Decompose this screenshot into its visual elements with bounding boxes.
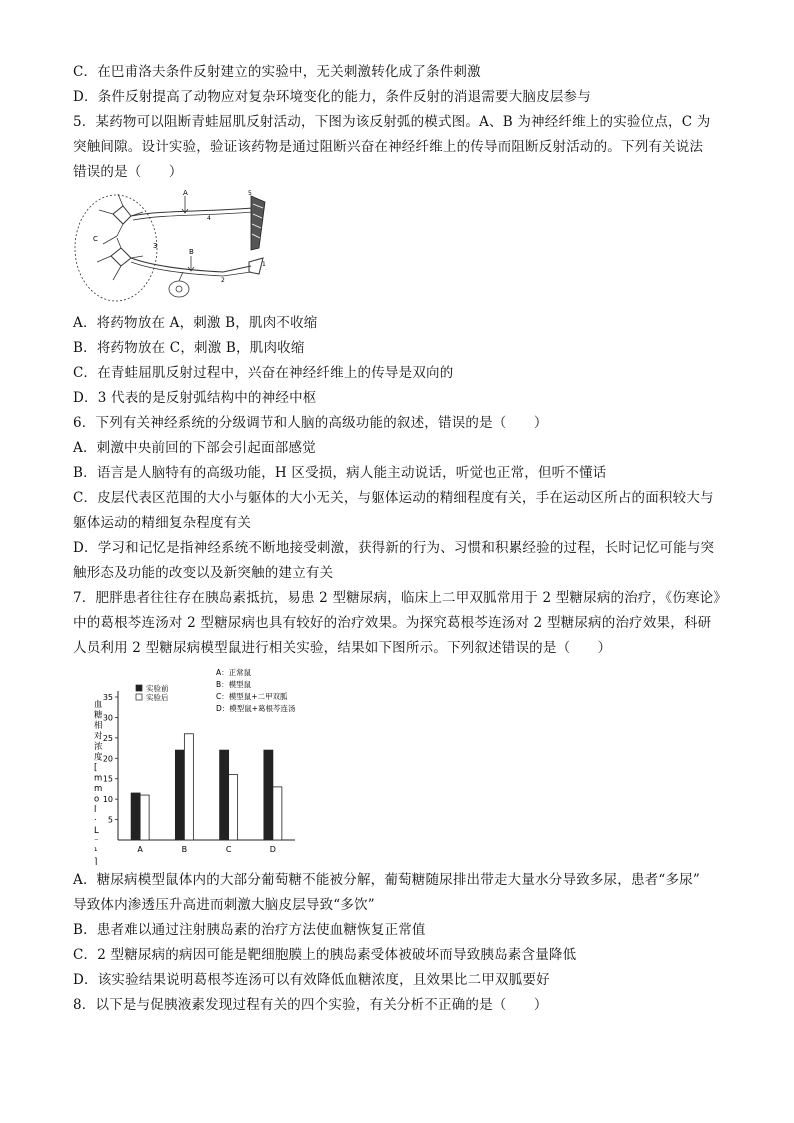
neuron-body-upper — [113, 206, 131, 224]
question-line: 8．以下是与促胰液素发现过程有关的四个实验，有关分析不正确的是（ ） — [73, 997, 548, 1013]
y-axis-label-char: [ — [94, 763, 98, 773]
bar — [184, 734, 193, 840]
neuron-body-lower — [111, 248, 131, 266]
legend-label: 实验后 — [146, 693, 169, 702]
question-line: 错误的是（ ） — [73, 164, 183, 180]
option-line: C．2 型糖尿病的病因可能是靶细胞膜上的胰岛素受体被破坏而导致胰岛素含量降低 — [73, 947, 577, 963]
spinal-cord-outline — [75, 195, 157, 301]
group-legend-item: B：模型鼠 — [216, 680, 252, 689]
y-axis-label-char: 浓 — [94, 742, 103, 752]
label-2: 2 — [221, 277, 225, 284]
option-line: A．刺激中央前回的下部会引起面部感觉 — [73, 440, 316, 456]
option-line: D．条件反射提高了动物应对复杂环境变化的能力，条件反射的消退需要大脑皮层参与 — [73, 89, 591, 105]
bar — [175, 750, 184, 840]
y-tick-label: 10 — [102, 795, 113, 805]
group-legend-item: C：模型鼠+二甲双胍 — [216, 692, 288, 701]
x-tick-label: C — [225, 845, 232, 854]
group-legend-item: D：模型鼠+葛根芩连汤 — [216, 704, 296, 713]
y-axis-label-char: 对 — [94, 731, 103, 742]
label-3: 3 — [153, 242, 158, 250]
option-line: B．患者难以通过注射胰岛素的治疗方法使血糖恢复正常值 — [73, 922, 426, 938]
bar — [220, 750, 229, 840]
y-tick-label: 25 — [102, 733, 113, 743]
option-line: D．该实验结果说明葛根芩连汤可以有效降低血糖浓度，且效果比二甲双胍要好 — [73, 972, 550, 988]
label-5: 5 — [248, 190, 252, 197]
question-line: 6．下列有关神经系统的分级调节和人脑的高级功能的叙述，错误的是（ ） — [73, 415, 548, 431]
bar — [264, 750, 273, 840]
y-tick-label: 5 — [107, 815, 113, 825]
y-axis-label-char: ] — [94, 857, 98, 865]
y-tick-label: 15 — [102, 774, 113, 784]
receptor — [249, 258, 263, 274]
y-tick-label: 20 — [102, 754, 113, 764]
label-4: 4 — [207, 215, 211, 222]
label-B: B — [189, 248, 194, 256]
bar — [140, 795, 149, 840]
y-axis-label-char: 度 — [94, 752, 103, 763]
legend-swatch — [136, 685, 142, 691]
option-line: C．在巴甫洛夫条件反射建立的实验中，无关刺激转化成了条件刺激 — [73, 64, 481, 80]
y-axis-label-char: 相 — [94, 721, 103, 731]
bar — [131, 793, 140, 840]
y-axis-label-char: o — [94, 794, 100, 805]
y-axis-label-char: m — [94, 773, 103, 784]
option-line: 导致体内渗透压升高进而刺激大脑皮层导致“多饮” — [73, 897, 375, 913]
label-A: A — [183, 189, 188, 197]
x-tick-label: B — [181, 845, 188, 854]
option-line: C．皮层代表区范围的大小与躯体的大小无关，与躯体运动的精细程度有关，手在运动区所占的面积较大与 — [73, 490, 714, 506]
x-tick-label: D — [269, 845, 276, 854]
y-axis-label-char: 糖 — [94, 710, 103, 721]
y-axis-label-char: m — [94, 784, 103, 794]
bar — [229, 775, 238, 840]
label-C: C — [93, 235, 98, 243]
option-line: 触形态及功能的改变以及新突触的建立有关 — [73, 565, 334, 581]
legend-swatch — [136, 694, 142, 700]
question-line: 人员利用 2 型糖尿病模型鼠进行相关实验，结果如下图所示。下列叙述错误的是（ ） — [73, 640, 612, 656]
label-1: 1 — [262, 261, 266, 268]
group-legend-item: A：正常鼠 — [216, 668, 252, 677]
legend-label: 实验前 — [146, 684, 169, 693]
option-line: D．学习和记忆是指神经系统不断地接受刺激，获得新的行为、习惯和积累经验的过程，长时记忆可能与突 — [73, 540, 715, 556]
bar — [273, 787, 282, 840]
y-axis-label-char: L — [94, 826, 99, 836]
question-line: 5．某药物可以阻断青蛙屈肌反射活动，下图为该反射弧的模式图。A、B 为神经纤维上的实验位点，C 为 — [73, 114, 711, 130]
option-line: C．在青蛙屈肌反射过程中，兴奋在神经纤维上的传导是双向的 — [73, 365, 454, 381]
question-line: 中的葛根芩连汤对 2 型糖尿病也具有较好的治疗效果。为探究葛根芩连汤对 2 型糖尿病的治疗效果，科研 — [73, 615, 712, 631]
option-line: D．3 代表的是反射弧结构中的神经中枢 — [73, 390, 317, 406]
ganglion — [169, 281, 189, 297]
y-axis-label-char: 血 — [94, 700, 103, 710]
option-line: B．将药物放在 C，刺激 B，肌肉收缩 — [73, 340, 305, 356]
option-line: B．语言是人脑特有的高级功能，H 区受损，病人能主动说话，听觉也正常，但听不懂话 — [73, 465, 607, 481]
x-tick-label: A — [137, 845, 143, 854]
option-line: 躯体运动的精细复杂程度有关 — [73, 515, 252, 531]
reflex-arc-diagram — [73, 186, 273, 308]
question-line: 突触间隙。设计实验，验证该药物是通过阻断兴奋在神经纤维上的传导而阻断反射活动的。下列有关说法 — [73, 139, 704, 155]
y-axis-label-char: l — [94, 805, 97, 815]
y-axis-label-char: · — [94, 815, 97, 826]
option-line: A．糖尿病模型鼠体内的大部分葡萄糖不能被分解，葡萄糖随尿排出带走大量水分导致多尿，患者“多尿” — [73, 872, 700, 888]
question-line: 7．肥胖患者往往存在胰岛素抵抗，易患 2 型糖尿病，临床上二甲双胍常用于 2 型糖尿病的治疗，《伤寒论》 — [73, 590, 728, 606]
option-line: A．将药物放在 A，刺激 B，肌肉不收缩 — [73, 315, 318, 331]
y-axis-label-char: ¹ — [94, 847, 98, 857]
y-axis-label-char: ⁻ — [94, 836, 99, 847]
y-tick-label: 30 — [102, 713, 113, 723]
y-tick-label: 35 — [102, 693, 113, 702]
blood-glucose-bar-chart — [90, 665, 340, 865]
